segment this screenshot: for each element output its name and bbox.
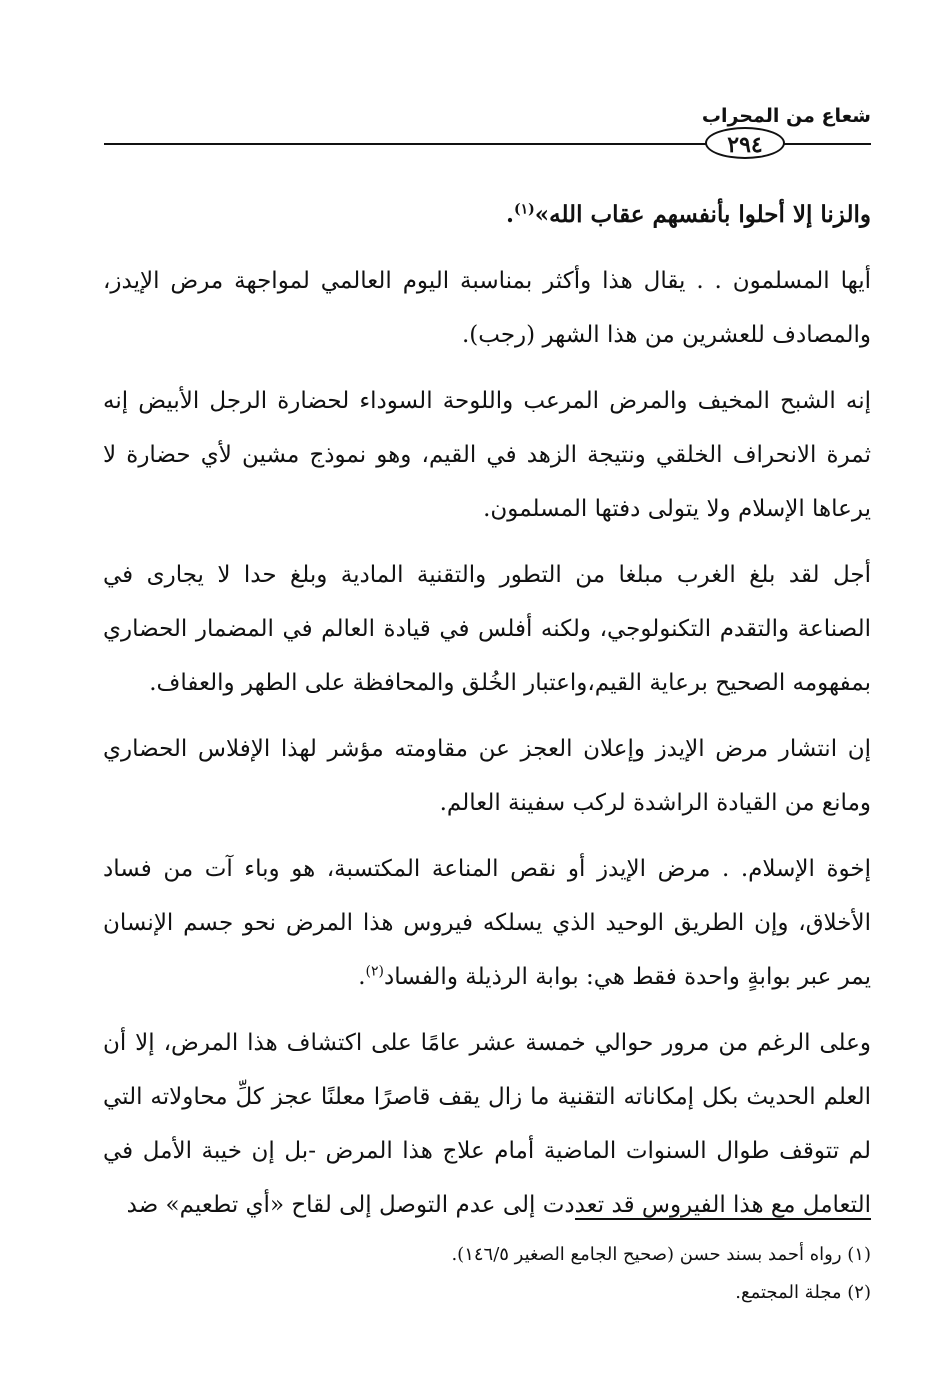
- footnote-1: (١) رواه أحمد بسند حسن (صحيح الجامع الصغير ١٤٦/٥).: [451, 1244, 871, 1265]
- paragraph-5: [103, 842, 871, 1004]
- paragraph-5-end: .: [358, 964, 366, 990]
- continued-line: [103, 188, 871, 242]
- paragraph-4: إن انتشار مرض الإيدز وإعلان العجز عن مقاومته مؤشر لهذا الإفلاس الحضاري ومانع من القيادة الراشدة لركب سفينة العالم.: [103, 736, 871, 816]
- paragraph-2: إنه الشبح المخيف والمرض المرعب واللوحة السوداء لحضارة الرجل الأبيض إنه ثمرة الانحراف الخلقي ونتيجة الزهد في القيم، وهو نموذج مشين لأي حضارة لا يرعاها الإسلام ولا يتولى دفتها المسلمون.: [103, 388, 871, 522]
- running-title: شعاع من المحراب: [701, 105, 871, 127]
- paragraph-6: وعلى الرغم من مرور حوالي خمسة عشر عامًا على اكتشاف هذا المرض، إلا أن العلم الحديث بكل إمكاناته التقنية ما زال يقف قاصرًا معلنًا عجز كلِّ محاولاته التي لم تتوقف طوال السنوات الماضية أمام علاج هذا المرض -بل إن خيبة الأمل في التعامل مع هذا الفيروس قد تعددت إلى عدم التوصل إلى لقاح «أي تطعيم» ضد: [103, 1030, 871, 1218]
- footnote-rule: [575, 1218, 871, 1220]
- footnotes: [103, 1236, 871, 1312]
- paragraph-1: أيها المسلمون . . يقال هذا وأكثر بمناسبة اليوم العالمي لمواجهة مرض الإيدز، والمصادف للعشرين من هذا الشهر (رجب).: [103, 268, 871, 348]
- footnote-ref-1: (١): [513, 201, 535, 218]
- body-text: [103, 188, 871, 1232]
- continued-end: .: [505, 201, 514, 228]
- footnote-2: (٢) مجلة المجتمع.: [735, 1282, 871, 1303]
- continued-text: والزنا إلا أحلوا بأنفسهم عقاب الله»: [534, 201, 871, 228]
- page-number: ٢٩٤: [705, 127, 785, 159]
- paragraph-3: أجل لقد بلغ الغرب مبلغا من التطور والتقنية المادية وبلغ حدا لا يجارى في الصناعة والتقدم التكنولوجي، ولكنه أفلس في قيادة العالم في المضمار الحضاري بمفهومه الصحيح برعاية القيم،واعتبار الخُلق والمحافظة على الطهر والعفاف.: [103, 562, 871, 696]
- paragraph-5-text: إخوة الإسلام. . مرض الإيدز أو نقص المناعة المكتسبة، هو وباء آت من فساد الأخلاق، وإن الطريق الوحيد الذي يسلكه فيروس هذا المرض نحو جسم الإنسان يمر عبر بوابةٍ واحدة فقط هي: بوابة الرذيلة والفساد: [103, 856, 871, 990]
- footnote-ref-2: (٢): [365, 963, 385, 980]
